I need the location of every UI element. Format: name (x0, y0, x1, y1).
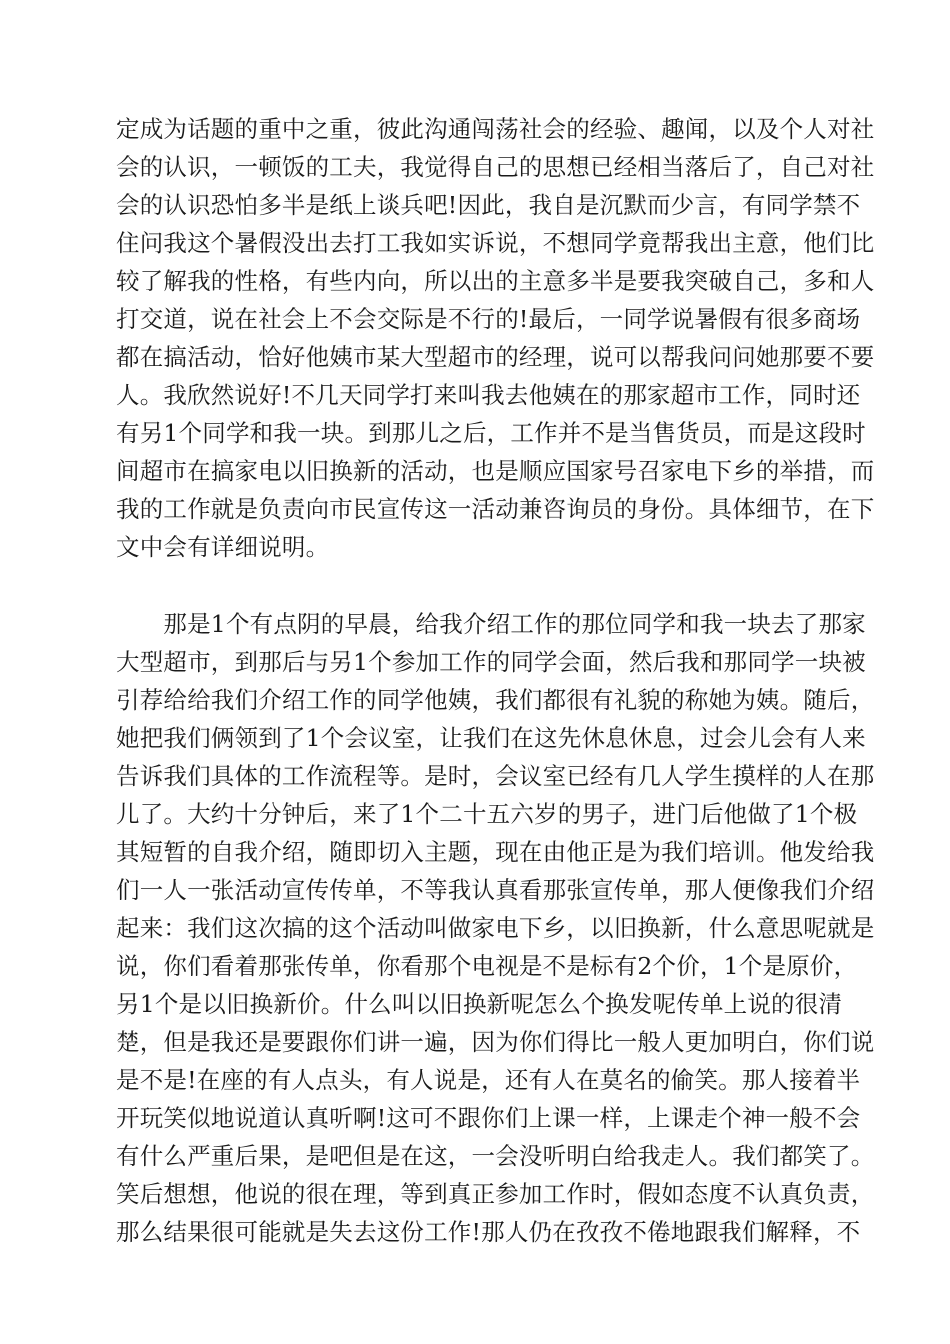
text-line: 较了解我的性格，有些内向，所以出的主意多半是要我突破自己，多和人 (116, 267, 875, 295)
text-line: 开玩笑似地说道认真听啊!这可不跟你们上课一样，上课走个神一般不会 (116, 1104, 861, 1132)
text-line: 住问我这个暑假没出去打工我如实诉说，不想同学竟帮我出主意，他们比 (116, 229, 875, 257)
text-line: 是不是!在座的有人点头，有人说是，还有人在莫名的偷笑。那人接着半 (116, 1066, 861, 1094)
text-line: 会的认识恐怕多半是纸上谈兵吧!因此，我自是沉默而少言，有同学禁不 (116, 191, 861, 219)
text-line: 有另1个同学和我一块。到那儿之后，工作并不是当售货员，而是这段时 (116, 419, 866, 447)
text-line: 们一人一张活动宣传传单，不等我认真看那张宣传单，那人便像我们介绍 (116, 876, 875, 904)
text-line: 另1个是以旧换新价。什么叫以旧换新呢怎么个换发呢传单上说的很清 (116, 990, 843, 1018)
text-line: 起来：我们这次搞的这个活动叫做家电下乡，以旧换新，什么意思呢就是 (116, 914, 875, 942)
text-line: 会的认识，一顿饭的工夫，我觉得自己的思想已经相当落后了，自己对社 (116, 153, 875, 181)
text-line: 笑后想想，他说的很在理，等到真正参加工作时，假如态度不认真负责， (116, 1180, 875, 1208)
text-line: 引荐给给我们介绍工作的同学他姨，我们都很有礼貌的称她为姨。随后， (116, 686, 875, 714)
document-body (116, 110, 875, 1251)
paragraph-2 (116, 605, 875, 1251)
text-line: 文中会有详细说明。 (116, 533, 330, 561)
text-line: 儿了。大约十分钟后，来了1个二十五六岁的男子，进门后他做了1个极 (116, 800, 858, 828)
text-line: 大型超市，到那后与另1个参加工作的同学会面，然后我和那同学一块被 (116, 648, 866, 676)
text-line: 那是1个有点阴的早晨，给我介绍工作的那位同学和我一块去了那家 (116, 610, 866, 638)
text-line: 我的工作就是负责向市民宣传这一活动兼咨询员的身份。具体细节，在下 (116, 495, 875, 523)
text-line: 定成为话题的重中之重，彼此沟通闯荡社会的经验、趣闻，以及个人对社 (116, 115, 875, 143)
text-line: 告诉我们具体的工作流程等。是时，会议室已经有几人学生摸样的人在那 (116, 762, 875, 790)
text-line: 楚，但是我还是要跟你们讲一遍，因为你们得比一般人更加明白，你们说 (116, 1028, 875, 1056)
text-line: 间超市在搞家电以旧换新的活动，也是顺应国家号召家电下乡的举措，而 (116, 457, 875, 485)
text-line: 打交道，说在社会上不会交际是不行的!最后，一同学说暑假有很多商场 (116, 305, 861, 333)
text-line: 有什么严重后果，是吧但是在这，一会没听明白给我走人。我们都笑了。 (116, 1142, 875, 1170)
text-line: 都在搞活动，恰好他姨市某大型超市的经理，说可以帮我问问她那要不要 (116, 343, 875, 371)
paragraph-gap (116, 566, 836, 605)
text-line: 其短暂的自我介绍，随即切入主题，现在由他正是为我们培训。他发给我 (116, 838, 875, 866)
text-line: 人。我欣然说好!不几天同学打来叫我去他姨在的那家超市工作，同时还 (116, 381, 861, 409)
text-line: 说，你们看着那张传单，你看那个电视是不是标有2个价，1个是原价， (116, 952, 858, 980)
text-line: 那么结果很可能就是失去这份工作!那人仍在孜孜不倦地跟我们解释，不 (116, 1218, 861, 1246)
paragraph-1 (116, 110, 875, 566)
text-line: 她把我们俩领到了1个会议室，让我们在这先休息休息，过会儿会有人来 (116, 724, 866, 752)
